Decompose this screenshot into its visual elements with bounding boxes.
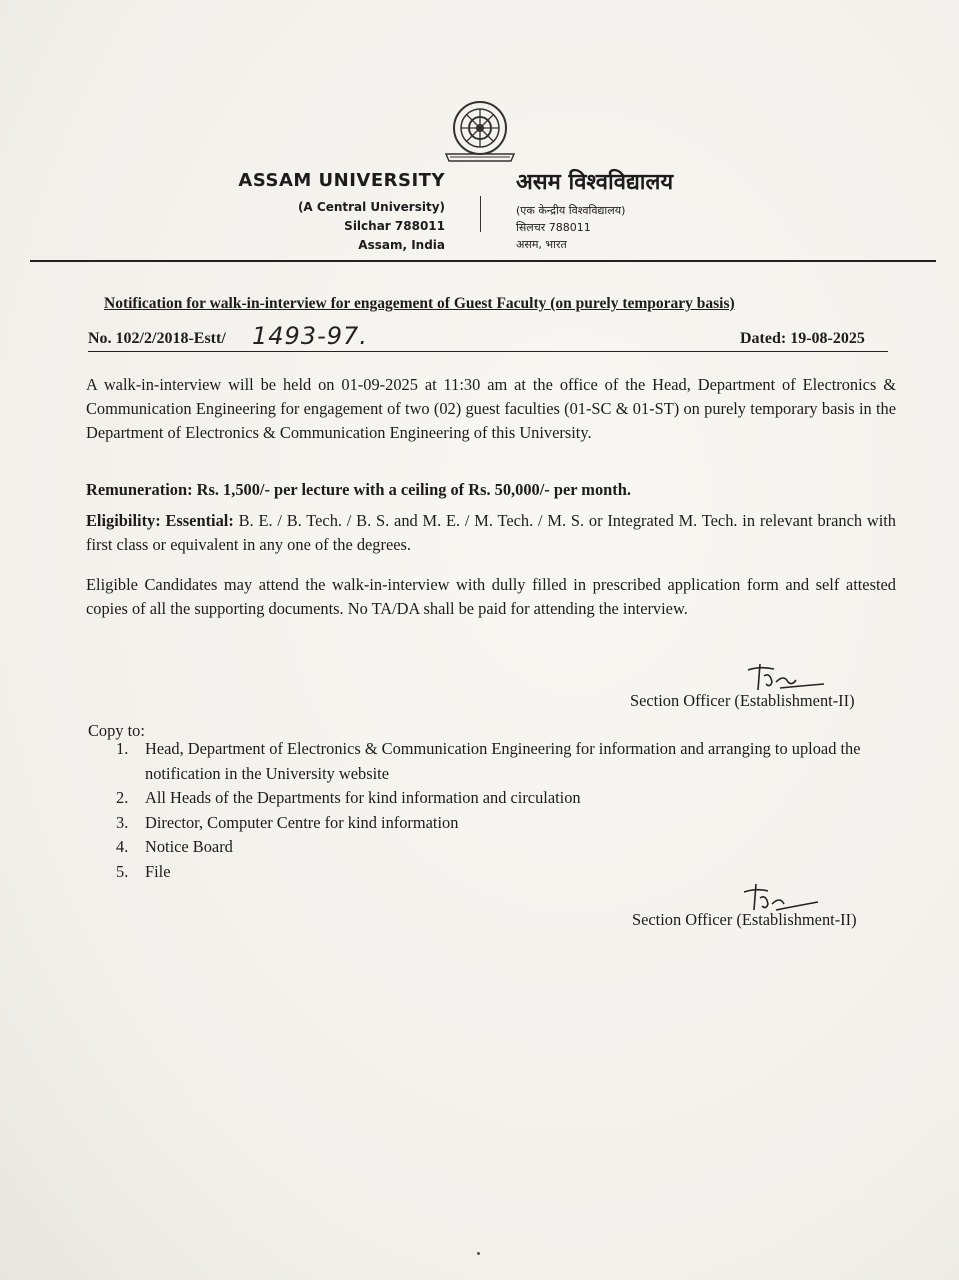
- signatory-1: Section Officer (Establishment-II): [630, 691, 855, 710]
- eligibility-label: Eligibility: Essential:: [86, 511, 234, 530]
- university-seal-icon: [440, 98, 520, 166]
- reference-number: No. 102/2/2018-Estt/: [88, 330, 226, 347]
- list-number: 4.: [116, 837, 129, 856]
- list-item: [108, 835, 898, 860]
- letterhead-english: [200, 170, 445, 255]
- list-item: [108, 786, 898, 811]
- list-number: 1.: [116, 739, 129, 758]
- list-item: [108, 737, 898, 786]
- list-text: Director, Computer Centre for kind information: [145, 812, 459, 832]
- copy-to-list: [108, 737, 898, 884]
- letterhead-hindi: [516, 166, 776, 253]
- remuneration-line: Remuneration: Rs. 1,500/- per lecture with a ceiling of Rs. 50,000/- per month.: [86, 480, 631, 499]
- reference-underline: [88, 351, 888, 352]
- central-university-line: (A Central University): [297, 200, 445, 214]
- eligibility-paragraph: [86, 509, 896, 557]
- notification-title: Notification for walk-in-interview for engagement of Guest Faculty (on purely temporary basis): [104, 295, 735, 312]
- page-speck: [477, 1252, 480, 1255]
- letterhead-rule: [30, 260, 936, 262]
- eligibility-text: B. E. / B. Tech. / B. S. and M. E. / M. Tech. / M. S. or Integrated M. Tech. in relevant branch with first class or equivalent in any one of the degrees.: [86, 511, 896, 554]
- interview-paragraph: A walk-in-interview will be held on 01-09-2025 at 11:30 am at the office of the Head, Department of Electronics & Communication Engineering for engagement of two (02) guest faculties (01-SC & 01-ST) on purely temporary basis in the Department of Electronics & Communication Engineering of this University.: [86, 375, 896, 442]
- university-name-en: ASSAM UNIVERSITY: [238, 170, 445, 191]
- signatory-2: Section Officer (Establishment-II): [632, 910, 857, 929]
- list-number: 5.: [116, 861, 129, 881]
- state-line-en: Assam, India: [358, 238, 445, 252]
- university-name-hi: असम विश्वविद्यालय: [516, 170, 674, 195]
- central-university-line-hi: (एक केन्द्रीय विश्वविद्यालय): [516, 204, 626, 217]
- signature-2: [738, 880, 828, 914]
- city-line-hi: सिलचर 788011: [516, 221, 591, 234]
- list-number: 3.: [116, 812, 129, 832]
- city-line-en: Silchar 788011: [344, 219, 445, 233]
- list-number: 2.: [116, 788, 129, 807]
- state-line-hi: असम, भारत: [516, 238, 567, 251]
- list-text: Notice Board: [145, 837, 233, 856]
- list-text: All Heads of the Departments for kind information and circulation: [145, 788, 581, 807]
- list-text: File: [145, 861, 171, 881]
- candidates-paragraph: Eligible Candidates may attend the walk-in-interview with dully filled in prescribed application form and self attested copies of all the supporting documents. No TA/DA shall be paid for attending the interview.: [86, 575, 896, 618]
- list-text: Head, Department of Electronics & Communication Engineering for information and arranging to upload the notification in the University website: [145, 739, 861, 783]
- copy-to-label: Copy to:: [88, 721, 145, 740]
- date-line: Dated: 19-08-2025: [740, 330, 865, 347]
- letterhead-divider: [480, 196, 481, 232]
- list-item: [108, 811, 898, 836]
- handwritten-reference: 1493-97.: [252, 322, 368, 350]
- signature-1: [740, 660, 830, 694]
